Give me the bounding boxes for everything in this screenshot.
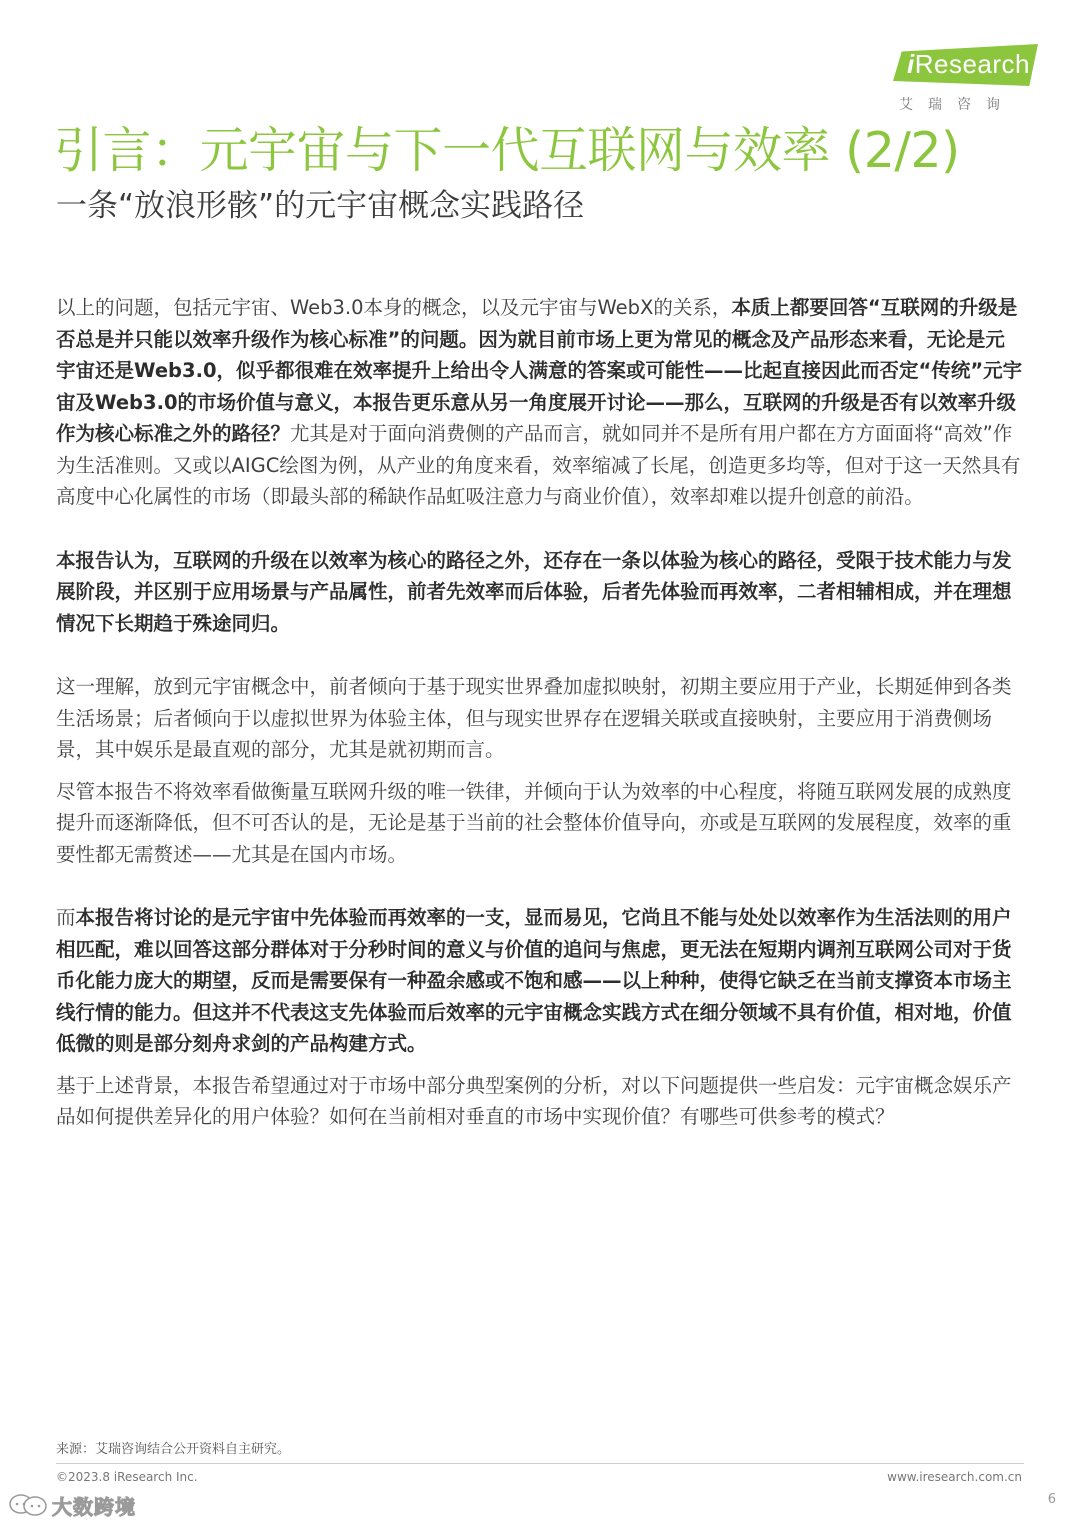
watermark — [8, 1491, 136, 1519]
paragraph-3: 这一理解，放到元宇宙概念中，前者倾向于基于现实世界叠加虚拟映射，初期主要应用于产业，长期延伸到各类生活场景；后者倾向于以虚拟世界为体验主体，但与现实世界存在逻辑关联或直接映射，主要应用于消费侧场景，其中娱乐是最直观的部分，尤其是就初期而言。 — [56, 675, 1012, 761]
paragraph-4: 尽管本报告不将效率看做衡量互联网升级的唯一铁律，并倾向于认为效率的中心程度，将随互联网发展的成熟度提升而逐渐降低，但不可否认的是，无论是基于当前的社会整体价值导向，亦或是互联网的发展程度，效率的重要性都无需赘述——尤其是在国内市场。 — [56, 779, 1012, 866]
website-link[interactable]: www.iresearch.com.cn — [887, 1470, 1022, 1484]
page-subtitle: 一条“放浪形骸”的元宇宙概念实践路径 — [56, 188, 585, 224]
logo-text: iResearch — [907, 49, 1031, 79]
page-number: 6 — [1047, 1492, 1056, 1507]
paragraph-6: 基于上述背景，本报告希望通过对于市场中部分典型案例的分析，对以下问题提供一些启发：元宇宙概念娱乐产品如何提供差异化的用户体验？如何在当前相对垂直的市场中实现价值？有哪些可供参考的模式？ — [56, 1073, 1012, 1128]
iresearch-logo — [893, 44, 1043, 116]
watermark-text: 大数跨境 — [52, 1494, 136, 1519]
paragraph-1: 以上的问题，包括元宇宙、Web3.0本身的概念，以及元宇宙与WebX的关系，本质上都要回答“互联网的升级是否总是并只能以效率升级作为核心标准”的问题。因为就目前市场上更为常见的概念及产品形态来看，无论是元宇宙还是Web3.0，似乎都很难在效率提升上给出令人满意的答案或可能性——比起直接因此而否定“传统”元宇宙及Web3.0的市场价值与意义，本报告更乐意从另一角度展开讨论——那么，互联网的升级是否有以效率升级作为核心标准之外的路径？尤其是对于面向消费侧的产品而言，就如同并不是所有用户都在方方面面将“高效”作为生活准则。又或以AIGC绘图为例，从产业的角度来看，效率缩减了长尾，创造更多均等，但对于这一天然具有高度中心化属性的市场（即最头部的稀缺作品虹吸注意力与商业价值），效率却难以提升创意的前沿。 — [56, 296, 1023, 508]
page-title: 引言：元宇宙与下一代互联网与效率 (2/2) — [54, 122, 960, 179]
footer-divider — [56, 1463, 1024, 1464]
source-note: 来源：艾瑞咨询结合公开资料自主研究。 — [56, 1442, 291, 1457]
logo-subtitle: 艾瑞咨询 — [899, 97, 1015, 113]
paragraph-2: 本报告认为，互联网的升级在以效率为核心的路径之外，还存在一条以体验为核心的路径，受限于技术能力与发展阶段，并区别于应用场景与产品属性，前者先效率而后体验，后者先体验而再效率，二者相辅相成，并在理想情况下长期趋于殊途同归。 — [56, 548, 1012, 635]
chat-bubble-icon — [8, 1492, 48, 1518]
copyright: ©2023.8 iResearch Inc. — [56, 1470, 198, 1484]
paragraph-5: 而本报告将讨论的是元宇宙中先体验而再效率的一支，显而易见，它尚且不能与处处以效率作为生活法则的用户相匹配，难以回答这部分群体对于分秒时间的意义与价值的追问与焦虑，更无法在短期内调剂互联网公司对于货币化能力庞大的期望，反而是需要保有一种盈余感或不饱和感——以上种种，使得它缺乏在当前支撑资本市场主线行情的能力。但这并不代表这支先体验而后效率的元宇宙概念实践方式在细分领域不具有价值，相对地，价值低微的则是部分刻舟求剑的产品构建方式。 — [56, 906, 1012, 1055]
body-content — [56, 292, 1024, 1133]
